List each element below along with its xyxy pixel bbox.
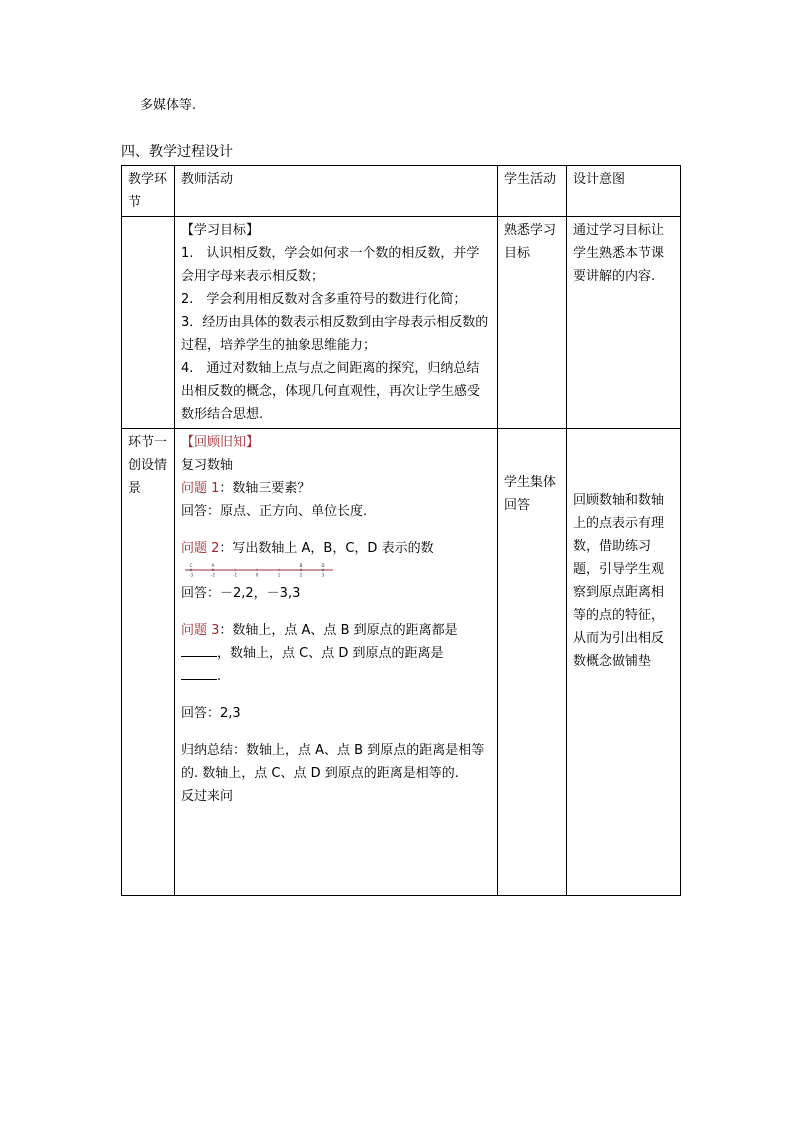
review-intent-cell xyxy=(567,429,681,896)
number-line-tick-label: 0 xyxy=(255,572,259,578)
lesson-table xyxy=(121,165,681,896)
number-line-point xyxy=(190,569,192,571)
goal-item-4: 4. 通过对数轴上点与点之间距离的探究，归纳总结出相反数的概念，体现几何直观性，再次让学生感受数形结合思想. xyxy=(181,361,481,422)
number-line-tick-label: -1 xyxy=(233,572,237,578)
question-3 xyxy=(181,619,491,688)
number-line-tick-label: 2 xyxy=(299,572,303,578)
summary-text: 归纳总结：数轴上，点 A、点 B 到原点的距离是相等的. 数轴上，点 C、点 D 到原点的距离是相等的. xyxy=(181,743,485,781)
number-line-tick-label: -2 xyxy=(211,572,215,578)
number-line-point xyxy=(322,569,324,571)
answer-1: 回答：原点、正方向、单位长度. xyxy=(181,504,368,519)
section-title: 四、教学过程设计 xyxy=(121,144,233,160)
review-student-text: 学生集体回答 xyxy=(504,475,557,513)
question-2-label: 问题 2 xyxy=(181,541,220,556)
answer-3: 回答：2,3 xyxy=(181,706,241,721)
number-line-point xyxy=(300,569,302,571)
table-row xyxy=(122,217,681,429)
answer-blank-1 xyxy=(181,642,217,657)
question-2 xyxy=(181,537,491,560)
review-stage-cell: 环节一创设情景 xyxy=(122,429,175,896)
question-1-label: 问题 1 xyxy=(181,481,220,496)
number-line-point-label: A xyxy=(211,563,215,568)
review-subtitle: 复习数轴 xyxy=(181,458,234,473)
goals-teacher-cell xyxy=(175,217,498,429)
question-1-text: ：数轴三要素？ xyxy=(219,481,311,496)
header-student: 学生活动 xyxy=(498,166,567,217)
answer-blank-2 xyxy=(181,665,217,680)
question-3-text-b: ，数轴上，点 C、点 D 到原点的距离是 xyxy=(217,646,444,661)
header-teacher: 教师活动 xyxy=(175,166,498,217)
table-row xyxy=(122,429,681,896)
review-teacher-cell xyxy=(175,429,498,896)
question-1 xyxy=(181,477,491,500)
review-title: 【回顾旧知】 xyxy=(181,435,260,450)
answer-2: 回答：－2,2，－3,3 xyxy=(181,586,301,601)
reverse-text: 反过来问 xyxy=(181,789,234,804)
goals-title: 【学习目标】 xyxy=(181,223,260,238)
review-student-cell xyxy=(498,429,567,896)
number-line-tick-label: 3 xyxy=(321,572,325,578)
number-line xyxy=(181,560,491,582)
question-3-text-a: ：数轴上，点 A、点 B 到原点的距离都是 xyxy=(219,623,458,638)
question-3-label: 问题 3 xyxy=(181,623,220,638)
goal-item-1: 1. 认识相反数，学会如何求一个数的相反数，并学会用字母来表示相反数； xyxy=(181,246,480,284)
goal-item-2: 2. 学会利用相反数对含多重符号的数进行化简； xyxy=(181,292,467,307)
goal-item-3: 3．经历由具体的数表示相反数到由字母表示相反数的过程，培养学生的抽象思维能力； xyxy=(181,315,489,353)
header-intent: 设计意图 xyxy=(567,166,681,217)
header-stage: 教学环节 xyxy=(122,166,175,217)
question-2-text: ：写出数轴上 A，B，C，D 表示的数 xyxy=(219,541,434,556)
review-intent-text: 回顾数轴和数轴上的点表示有理数，借助练习题，引导学生观察到原点距离相等的点的特征，从而为引出相反数概念做铺垫 xyxy=(573,493,665,669)
intro-text: 多媒体等. xyxy=(140,98,197,113)
number-line-point-label: C xyxy=(189,563,193,568)
number-line-tick-label: 1 xyxy=(277,572,281,578)
number-line-point-label: B xyxy=(299,563,303,568)
question-3-text-c: . xyxy=(217,669,222,684)
goals-student-cell: 熟悉学习目标 xyxy=(498,217,567,429)
goals-intent-cell: 通过学习目标让学生熟悉本节课要讲解的内容. xyxy=(567,217,681,429)
number-line-figure xyxy=(181,560,341,580)
number-line-point xyxy=(212,569,214,571)
goals-stage-cell xyxy=(122,217,175,429)
number-line-tick-label: -3 xyxy=(189,572,193,578)
number-line-point-label: D xyxy=(321,563,325,568)
table-header-row xyxy=(122,166,681,217)
